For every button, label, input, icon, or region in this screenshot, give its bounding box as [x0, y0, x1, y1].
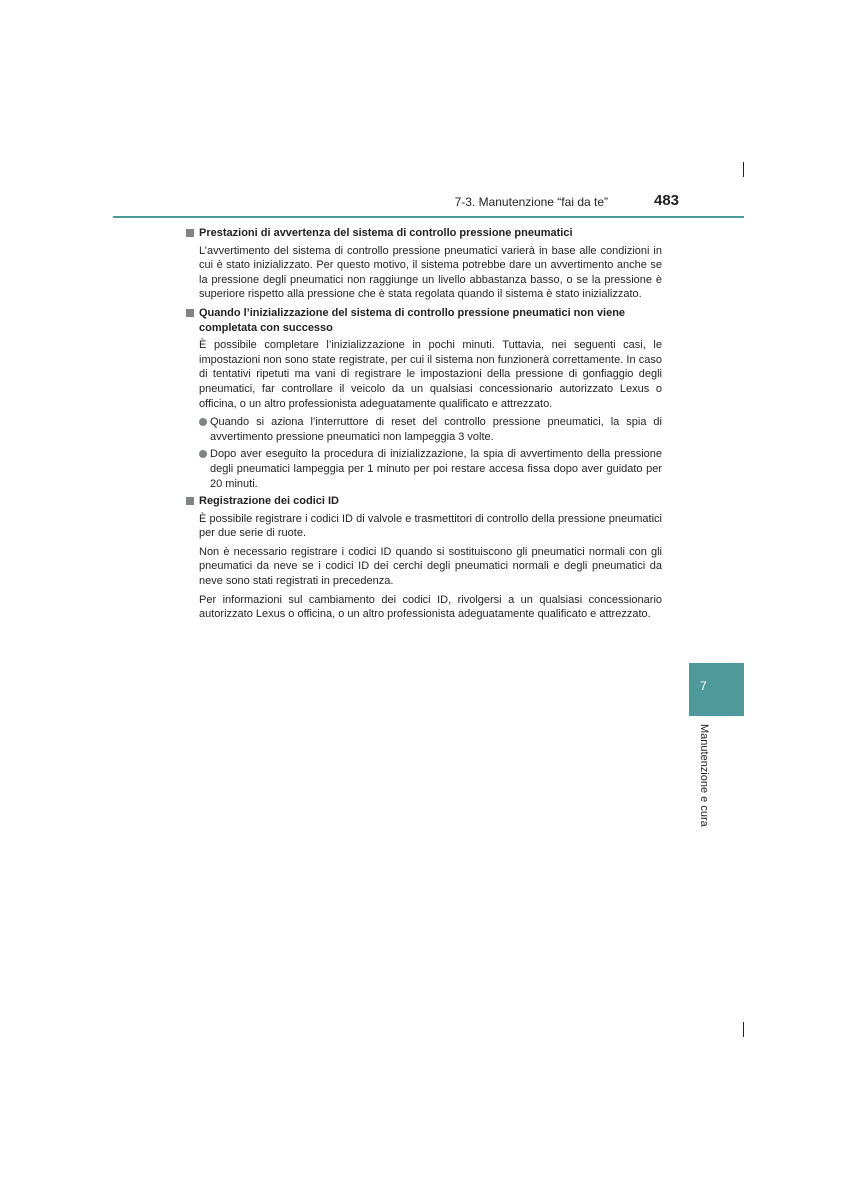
- paragraph: È possibile registrare i codici ID di valvole e trasmettitori di controllo della pressione pneumatici per due serie di ruote.: [199, 512, 662, 540]
- crop-mark-bottom: [743, 1022, 744, 1037]
- heading-text: Registrazione dei codici ID: [199, 495, 339, 508]
- list-item: [186, 415, 662, 444]
- main-content: [186, 226, 662, 626]
- chapter-tab: [689, 663, 744, 716]
- section-heading: [186, 494, 662, 509]
- list-item: [186, 447, 662, 491]
- circle-bullet-icon: [199, 418, 207, 426]
- paragraph: L’avvertimento del sistema di controllo pressione pneumatici varierà in base alle condizioni in cui è stato inizializzato. Per questo motivo, il sistema potrebbe dare un avvertimento anche se la pressione degli pneumatici non raggiunge un livello abbastanza basso, o se la pressione è superiore rispetto alla pressione che è stata regolata quando il sistema è stato inizializzato.: [199, 244, 662, 301]
- list-item-text: Dopo aver eseguito la procedura di inizializzazione, la spia di avvertimento della pressione degli pneumatici lampeggia per 1 minuto per poi restare accesa fissa dopo aver guidato per 20 minuti.: [210, 448, 662, 490]
- section-heading: [186, 226, 662, 241]
- section-title: 7-3. Manutenzione “fai da te”: [454, 195, 608, 209]
- heading-text: Prestazioni di avvertenza del sistema di controllo pressione pneumatici: [199, 227, 573, 239]
- section-heading: [186, 306, 662, 335]
- header-divider: [113, 216, 744, 218]
- paragraph: Per informazioni sul cambiamento dei codici ID, rivolgersi a un qualsiasi concessionario autorizzato Lexus o officina, o un altro professionista adeguatamente qualificato e attrezzato.: [199, 593, 662, 621]
- paragraph: È possibile completare l’inizializzazione in pochi minuti. Tuttavia, nei seguenti casi, le impostazioni non sono state registrate, per cui il sistema non funzionerà correttamente. In caso di tentativi ripetuti ma vani di registrare le impostazioni della pressione di gonfiaggio degli pneumatici, far controllare il veicolo da un qualsiasi concessionario autorizzato Lexus o officina, o un altro professionista adeguatamente qualificato e attrezzato.: [199, 339, 662, 410]
- crop-mark-top: [743, 162, 744, 177]
- chapter-number: 7: [700, 679, 707, 693]
- square-bullet-icon: [186, 309, 194, 317]
- heading-text: Quando l’inizializzazione del sistema di controllo pressione pneumatici non viene completata con successo: [199, 306, 626, 334]
- circle-bullet-icon: [199, 450, 207, 458]
- page-number: 483: [654, 192, 680, 209]
- square-bullet-icon: [186, 229, 194, 237]
- list-item-text: Quando si aziona l’interruttore di reset del controllo pressione pneumatici, la spia di avvertimento pressione pneumatici non lampeggia 3 volte.: [210, 416, 662, 443]
- chapter-label: Manutenzione e cura: [698, 724, 710, 827]
- paragraph: Non è necessario registrare i codici ID quando si sostituiscono gli pneumatici normali con gli pneumatici da neve se i codici ID dei cerchi degli pneumatici normali e degli pneumatici da neve sono stati registrati in precedenza.: [199, 545, 662, 588]
- square-bullet-icon: [186, 497, 194, 505]
